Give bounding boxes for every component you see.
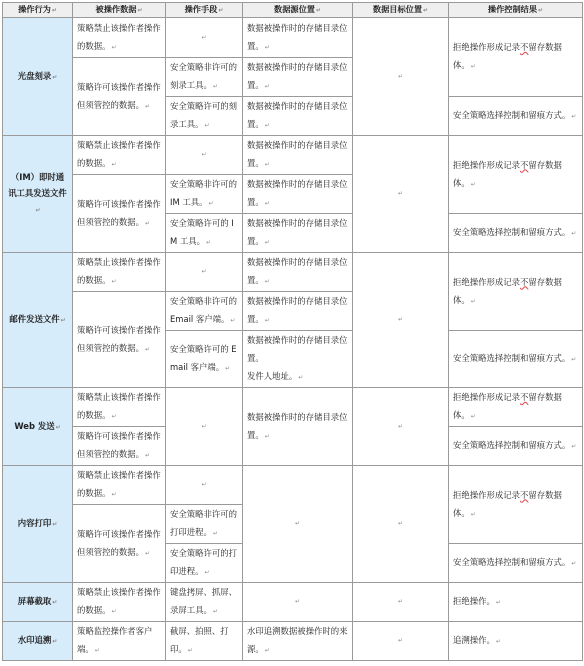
- empty-cell: [353, 388, 449, 466]
- source-cell: 数据被操作时的存储目录位置。↵: [243, 136, 353, 175]
- action-cell: （IM）即时通讯工具发送文件↵: [3, 136, 73, 253]
- empty-cell: [353, 253, 449, 388]
- method-cell: 截屏、拍照、打印。↵: [166, 622, 243, 661]
- empty-cell: [353, 466, 449, 583]
- empty-cell: [166, 136, 243, 175]
- paragraph-mark-icon: ↵: [470, 413, 476, 420]
- paragraph-mark-icon: ↵: [264, 161, 270, 168]
- paragraph-mark-icon: ↵: [111, 278, 117, 285]
- result-cell: [449, 136, 583, 214]
- sender-address-text: 发件人地址。: [247, 371, 298, 381]
- source-cell: 数据被操作时的存储目录位置。↵: [243, 253, 353, 292]
- paragraph-mark-icon: ↵: [571, 230, 577, 237]
- method-cell: 安全策略许可的打印进程。↵: [166, 544, 243, 583]
- paragraph-mark-icon: ↵: [212, 608, 218, 615]
- result-cell: 安全策略选择控制和留痕方式。↵: [449, 427, 583, 466]
- paragraph-mark-icon: ↵: [52, 521, 58, 528]
- result-text-b: 留存数据体。: [453, 159, 562, 188]
- source-cell: 数据被操作时的存储目录位置。↵: [243, 58, 353, 97]
- paragraph-mark-icon: ↵: [111, 413, 117, 420]
- paragraph-mark-icon: ↵: [264, 432, 270, 440]
- result-cell: 拒绝操作。↵: [449, 583, 583, 622]
- source-cell: 数据被操作时的存储目录位置。↵: [243, 175, 353, 214]
- paragraph-mark-icon: ↵: [230, 317, 236, 324]
- header-result: 操作控制结果↵: [449, 3, 583, 18]
- data-cell: 策略许可该操作者操作但须管控的数据。↵: [73, 58, 166, 136]
- action-cell: 内容打印↵: [3, 466, 73, 583]
- header-target: 数据目标位置↵: [353, 3, 449, 18]
- result-text-squiggle: 不: [520, 489, 529, 500]
- method-cell: 安全策略非许可的 Email 客户端。↵: [166, 292, 243, 331]
- paragraph-mark-icon: ↵: [145, 219, 151, 227]
- paragraph-mark-icon: ↵: [208, 200, 214, 207]
- paragraph-mark-icon: ↵: [218, 7, 224, 14]
- table-row: [3, 622, 583, 661]
- table-row: [3, 253, 583, 292]
- data-cell: 策略禁止该操作者操作的数据。↵: [73, 253, 166, 292]
- paragraph-mark-icon: ↵: [264, 317, 270, 324]
- data-cell: 策略许可该操作者操作但须管控的数据。↵: [73, 292, 166, 388]
- paragraph-mark-icon: ↵: [145, 452, 151, 459]
- data-cell: 策略许可该操作者操作但须管控的数据。↵: [73, 427, 166, 466]
- paragraph-mark-icon: ↵: [264, 43, 270, 51]
- paragraph-mark-icon: ↵: [137, 7, 143, 14]
- source-cell: 数据被操作时的存储目录位置。↵: [243, 214, 353, 253]
- action-cell: Web 发送↵: [3, 388, 73, 466]
- paragraph-mark-icon: ↵: [264, 278, 270, 285]
- table-row: [3, 136, 583, 175]
- paragraph-mark-icon: ↵: [212, 530, 218, 537]
- result-text-b: 留存数据体。: [453, 489, 562, 518]
- action-cell: 水印追溯↵: [3, 622, 73, 661]
- result-text-b: 留存数据体。: [453, 392, 562, 420]
- paragraph-mark-icon: ↵: [315, 7, 321, 14]
- empty-cell: [166, 466, 243, 505]
- paragraph-mark-icon: ↵: [571, 113, 577, 120]
- result-text-b: 留存数据体。: [453, 276, 562, 305]
- empty-cell: [353, 136, 449, 253]
- result-cell: 安全策略选择控制和留痕方式。↵: [449, 331, 583, 388]
- paragraph-mark-icon: ↵: [225, 365, 231, 372]
- empty-cell: [353, 583, 449, 622]
- result-cell: [449, 253, 583, 331]
- paragraph-mark-icon: ↵: [187, 647, 193, 654]
- paragraph-mark-icon: ↵: [60, 317, 66, 324]
- paragraph-mark-icon: ↵: [51, 7, 57, 14]
- data-cell: 策略禁止该操作者操作的数据。↵: [73, 388, 166, 427]
- source-text: 数据被操作时的存储目录位置。: [247, 335, 348, 363]
- empty-cell: [353, 18, 449, 136]
- paragraph-mark-icon: ↵: [35, 207, 41, 214]
- paragraph-mark-icon: ↵: [470, 63, 476, 70]
- paragraph-mark-icon: ↵: [264, 239, 270, 246]
- method-cell: 安全策略许可的 Email 客户端。↵: [166, 331, 243, 388]
- paragraph-mark-icon: ↵: [206, 239, 212, 246]
- paragraph-mark-icon: ↵: [571, 356, 577, 363]
- source-cell: 数据被操作时的存储目录位置。↵: [243, 97, 353, 136]
- paragraph-mark-icon: ↵: [298, 374, 304, 381]
- data-cell: 策略许可该操作者操作但须管控的数据。↵: [73, 175, 166, 253]
- paragraph-mark-icon: ↵: [52, 599, 58, 606]
- result-cell: 安全策略选择控制和留痕方式。↵: [449, 97, 583, 136]
- header-data: 被操作数据↵: [73, 3, 166, 18]
- result-text-a: 拒绝操作形成记录: [453, 276, 520, 287]
- paragraph-mark-icon: ↵: [470, 180, 476, 188]
- empty-cell: [166, 253, 243, 292]
- paragraph-mark-icon: ↵: [145, 549, 151, 557]
- data-cell: 策略禁止该操作者操作的数据。↵: [73, 136, 166, 175]
- paragraph-mark-icon: ↵: [212, 83, 218, 90]
- empty-cell: [166, 18, 243, 58]
- data-cell: 策略禁止该操作者操作的数据。↵: [73, 466, 166, 505]
- operation-control-table: [2, 2, 583, 661]
- paragraph-mark-icon: ↵: [94, 647, 100, 654]
- method-cell: 安全策略许可的刻录工具。↵: [166, 97, 243, 136]
- result-text-squiggle: 不: [520, 159, 529, 170]
- paragraph-mark-icon: ↵: [111, 161, 117, 168]
- method-cell: 安全策略非许可的刻录工具。↵: [166, 58, 243, 97]
- action-cell: 屏幕截取↵: [3, 583, 73, 622]
- result-text-a: 拒绝操作形成记录: [453, 489, 520, 500]
- source-cell: 水印追溯数据被操作时的来源。↵: [243, 622, 353, 661]
- paragraph-mark-icon: ↵: [52, 73, 58, 81]
- empty-cell: [243, 466, 353, 583]
- table-row: [3, 466, 583, 505]
- result-text-a: 拒绝操作形成记录: [453, 42, 520, 52]
- paragraph-mark-icon: ↵: [571, 443, 577, 450]
- empty-cell: [166, 388, 243, 466]
- result-text-squiggle: 不: [520, 392, 529, 402]
- paragraph-mark-icon: ↵: [470, 510, 476, 518]
- paragraph-mark-icon: ↵: [111, 491, 117, 498]
- table-row: [3, 18, 583, 58]
- paragraph-mark-icon: ↵: [495, 599, 501, 606]
- header-action: 操作行为↵: [3, 3, 73, 18]
- paragraph-mark-icon: ↵: [538, 7, 544, 14]
- header-source: 数据源位置↵: [243, 3, 353, 18]
- result-cell: 安全策略选择控制和留痕方式。↵: [449, 214, 583, 253]
- header-row: [3, 3, 583, 18]
- paragraph-mark-icon: ↵: [571, 560, 577, 567]
- source-cell: 数据被操作时的存储目录位置。↵: [243, 388, 353, 466]
- result-text-b: 留存数据体。: [453, 42, 562, 70]
- paragraph-mark-icon: ↵: [55, 423, 61, 431]
- paragraph-mark-icon: ↵: [264, 122, 270, 129]
- paragraph-mark-icon: ↵: [264, 200, 270, 207]
- method-cell: 键盘拷屏、抓屏、录屏工具。↵: [166, 583, 243, 622]
- paragraph-mark-icon: ↵: [111, 43, 117, 51]
- result-text-a: 拒绝操作形成记录: [453, 159, 520, 170]
- paragraph-mark-icon: ↵: [264, 83, 270, 90]
- result-cell: 追溯操作。↵: [449, 622, 583, 661]
- paragraph-mark-icon: ↵: [423, 7, 429, 14]
- table-row: [3, 388, 583, 427]
- empty-cell: [243, 583, 353, 622]
- result-text-squiggle: 不: [520, 276, 529, 287]
- paragraph-mark-icon: ↵: [145, 345, 151, 353]
- header-method: 操作手段↵: [166, 3, 243, 18]
- method-cell: 安全策略非许可的 IM 工具。↵: [166, 175, 243, 214]
- paragraph-mark-icon: ↵: [204, 122, 210, 129]
- paragraph-mark-icon: ↵: [52, 638, 58, 645]
- paragraph-mark-icon: ↵: [470, 297, 476, 305]
- action-cell: 光盘刻录↵: [3, 18, 73, 136]
- paragraph-mark-icon: ↵: [495, 638, 501, 645]
- method-cell: 安全策略许可的 IM 工具。↵: [166, 214, 243, 253]
- paragraph-mark-icon: ↵: [204, 569, 210, 576]
- result-text-squiggle: 不: [520, 42, 529, 52]
- data-cell: 策略许可该操作者操作但须管控的数据。↵: [73, 505, 166, 583]
- source-cell: 数据被操作时的存储目录位置。↵: [243, 292, 353, 331]
- paragraph-mark-icon: ↵: [111, 608, 117, 615]
- result-text-a: 拒绝操作形成记录: [453, 392, 520, 402]
- result-cell: [449, 388, 583, 427]
- data-cell: 策略监控操作者客户端。↵: [73, 622, 166, 661]
- data-cell: 策略禁止该操作者操作的数据。↵: [73, 583, 166, 622]
- result-cell: [449, 466, 583, 544]
- data-cell: 策略禁止该操作者操作的数据。↵: [73, 18, 166, 58]
- action-cell: 邮件发送文件↵: [3, 253, 73, 388]
- table-row: [3, 583, 583, 622]
- source-cell: 数据被操作时的存储目录位置。↵: [243, 18, 353, 58]
- method-cell: 安全策略非许可的打印进程。↵: [166, 505, 243, 544]
- paragraph-mark-icon: ↵: [145, 102, 151, 110]
- source-cell: [243, 331, 353, 388]
- empty-cell: [353, 622, 449, 661]
- result-cell: 安全策略选择控制和留痕方式。↵: [449, 544, 583, 583]
- result-cell: [449, 18, 583, 97]
- paragraph-mark-icon: ↵: [264, 647, 270, 654]
